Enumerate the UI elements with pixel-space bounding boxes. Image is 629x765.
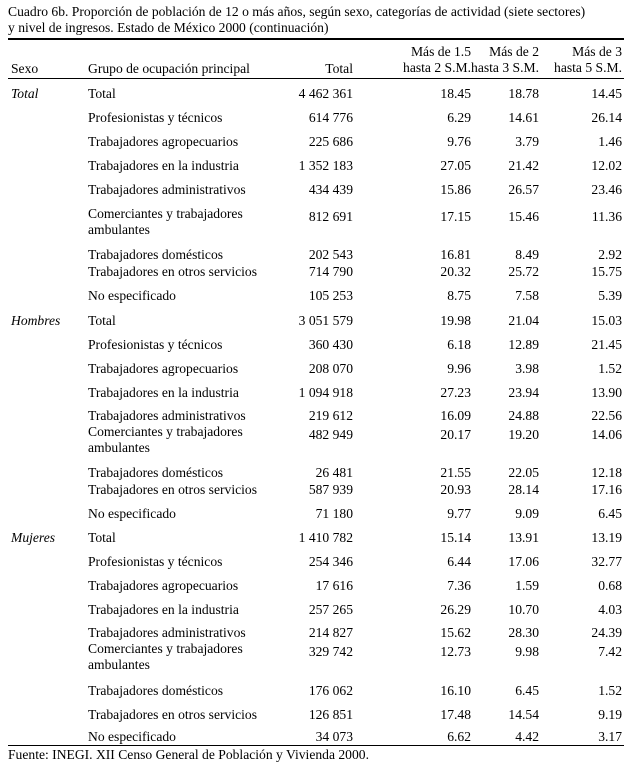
row-grupo-label: No especificado xyxy=(88,506,176,521)
row-col3-value: 1.52 xyxy=(598,361,622,376)
row-col1-value: 8.75 xyxy=(447,288,471,303)
row-grupo-label: Comerciantes y trabajadores ambulantes xyxy=(88,641,243,672)
row-col1-value: 27.05 xyxy=(440,158,471,173)
caption-line-2: y nivel de ingresos. Estado de México 2000 (continuación) xyxy=(8,19,329,35)
row-col2-value: 25.72 xyxy=(508,264,539,279)
header-col1-line1: Más de 1.5 xyxy=(410,44,471,59)
row-col3-value: 14.06 xyxy=(591,427,622,442)
row-total-value: 1 352 183 xyxy=(298,158,353,173)
row-col3-value: 14.45 xyxy=(591,86,622,101)
row-col1-value: 16.09 xyxy=(440,408,471,423)
row-col1-value: 17.48 xyxy=(440,707,471,722)
header-col2-line1: Más de 2 xyxy=(489,44,539,59)
row-col2-value: 3.98 xyxy=(515,361,539,376)
row-total-value: 254 346 xyxy=(308,554,353,569)
row-col3-value: 6.45 xyxy=(598,506,622,521)
row-col1-value: 17.15 xyxy=(440,209,471,224)
row-col1-value: 9.96 xyxy=(447,361,471,376)
row-col2-value: 15.46 xyxy=(508,209,539,224)
row-col2-value: 12.89 xyxy=(508,337,539,352)
row-total-value: 614 776 xyxy=(308,110,353,125)
row-total-value: 482 949 xyxy=(308,427,353,442)
row-col3-value: 23.46 xyxy=(591,182,622,197)
row-col1-value: 18.45 xyxy=(440,86,471,101)
table-caption xyxy=(8,4,620,35)
row-col3-value: 3.17 xyxy=(598,729,622,744)
row-total-value: 1 410 782 xyxy=(298,530,353,545)
bottom-rule xyxy=(8,745,624,746)
row-grupo-label: Profesionistas y técnicos xyxy=(88,110,223,125)
row-col3-value: 12.02 xyxy=(591,158,622,173)
row-col2-value: 23.94 xyxy=(508,385,539,400)
row-col3-value: 12.18 xyxy=(591,465,622,480)
row-total-value: 176 062 xyxy=(308,683,353,698)
row-col2-value: 7.58 xyxy=(515,288,539,303)
row-col1-value: 6.29 xyxy=(447,110,471,125)
row-col3-value: 0.68 xyxy=(598,578,622,593)
row-grupo-label: Trabajadores agropecuarios xyxy=(88,578,239,593)
row-col3-value: 13.90 xyxy=(591,385,622,400)
row-col3-value: 1.46 xyxy=(598,134,622,149)
row-col2-value: 24.88 xyxy=(508,408,539,423)
row-total-value: 26 481 xyxy=(315,465,353,480)
row-grupo-label: Trabajadores domésticos xyxy=(88,683,224,698)
row-grupo-label: Trabajadores domésticos xyxy=(88,465,224,480)
row-col1-value: 21.55 xyxy=(440,465,471,480)
row-col1-value: 16.81 xyxy=(440,247,471,262)
row-col2-value: 8.49 xyxy=(515,247,539,262)
source-note: Fuente: INEGI. XII Censo General de Población y Vivienda 2000. xyxy=(8,747,369,762)
row-col2-value: 3.79 xyxy=(515,134,539,149)
row-col1-value: 6.18 xyxy=(447,337,471,352)
row-total-value: 434 439 xyxy=(308,182,353,197)
row-col3-value: 24.39 xyxy=(591,625,622,640)
row-total-value: 202 543 xyxy=(308,247,353,262)
row-col1-value: 19.98 xyxy=(440,313,471,328)
row-total-value: 71 180 xyxy=(315,506,353,521)
row-grupo-label: Comerciantes y trabajadores ambulantes xyxy=(88,424,243,455)
row-total-value: 1 094 918 xyxy=(298,385,353,400)
header-total: Total xyxy=(325,61,353,76)
row-col2-value: 4.42 xyxy=(515,729,539,744)
row-col3-value: 26.14 xyxy=(591,110,622,125)
row-col1-value: 15.86 xyxy=(440,182,471,197)
row-col2-value: 21.42 xyxy=(508,158,539,173)
row-total-value: 105 253 xyxy=(308,288,353,303)
row-grupo-label: Trabajadores en la industria xyxy=(88,602,239,617)
row-grupo-label: Total xyxy=(88,86,116,101)
row-sexo-label: Total xyxy=(11,86,39,101)
row-col3-value: 15.75 xyxy=(591,264,622,279)
row-grupo-label: Trabajadores en la industria xyxy=(88,158,239,173)
row-col2-value: 28.30 xyxy=(508,625,539,640)
row-grupo-label: No especificado xyxy=(88,288,176,303)
row-col2-value: 14.61 xyxy=(508,110,539,125)
row-col3-value: 22.56 xyxy=(591,408,622,423)
row-col2-value: 9.98 xyxy=(515,644,539,659)
header-grupo: Grupo de ocupación principal xyxy=(88,61,250,76)
row-col1-value: 20.93 xyxy=(440,482,471,497)
row-total-value: 360 430 xyxy=(308,337,353,352)
row-total-value: 4 462 361 xyxy=(298,86,353,101)
row-total-value: 219 612 xyxy=(308,408,353,423)
row-col3-value: 21.45 xyxy=(591,337,622,352)
header-col3-line1: Más de 3 xyxy=(572,44,622,59)
header-col2-line2: hasta 3 S.M. xyxy=(471,60,539,75)
row-sexo-label: Mujeres xyxy=(11,530,56,545)
row-col2-value: 18.78 xyxy=(508,86,539,101)
row-total-value: 3 051 579 xyxy=(298,313,353,328)
row-col2-value: 26.57 xyxy=(508,182,539,197)
row-grupo-label: Total xyxy=(88,313,116,328)
row-col1-value: 12.73 xyxy=(440,644,471,659)
row-col2-value: 19.20 xyxy=(508,427,539,442)
row-grupo-label: Trabajadores en otros servicios xyxy=(88,264,258,279)
row-col1-value: 20.17 xyxy=(440,427,471,442)
row-col2-value: 22.05 xyxy=(508,465,539,480)
row-total-value: 587 939 xyxy=(308,482,353,497)
row-grupo-label: Trabajadores administrativos xyxy=(88,625,246,640)
row-grupo-label: Trabajadores agropecuarios xyxy=(88,361,239,376)
caption-line-1: Cuadro 6b. Proporción de población de 12 o más años, según sexo, categorías de actividad (siete sectores) xyxy=(8,4,586,19)
row-grupo-label: Trabajadores en otros servicios xyxy=(88,482,258,497)
row-grupo-label: Trabajadores administrativos xyxy=(88,408,246,423)
header-col1-line2: hasta 2 S.M. xyxy=(403,60,471,75)
row-col3-value: 13.19 xyxy=(591,530,622,545)
row-total-value: 714 790 xyxy=(308,264,353,279)
row-grupo-label: Trabajadores administrativos xyxy=(88,182,246,197)
row-col3-value: 7.42 xyxy=(598,644,622,659)
row-col1-value: 6.62 xyxy=(447,729,471,744)
row-col3-value: 15.03 xyxy=(591,313,622,328)
row-grupo-label: No especificado xyxy=(88,729,176,744)
top-rule xyxy=(8,38,624,40)
row-col1-value: 27.23 xyxy=(440,385,471,400)
row-grupo-label: Trabajadores en la industria xyxy=(88,385,239,400)
row-col1-value: 20.32 xyxy=(440,264,471,279)
row-total-value: 225 686 xyxy=(308,134,353,149)
row-col1-value: 9.76 xyxy=(447,134,471,149)
row-col2-value: 6.45 xyxy=(515,683,539,698)
row-col3-value: 17.16 xyxy=(591,482,622,497)
row-col2-value: 9.09 xyxy=(515,506,539,521)
row-col3-value: 1.52 xyxy=(598,683,622,698)
row-col1-value: 6.44 xyxy=(447,554,471,569)
row-grupo-label: Trabajadores agropecuarios xyxy=(88,134,239,149)
row-col1-value: 16.10 xyxy=(440,683,471,698)
row-sexo-label: Hombres xyxy=(11,313,61,328)
row-total-value: 329 742 xyxy=(308,644,353,659)
header-sexo: Sexo xyxy=(11,61,39,76)
row-col3-value: 32.77 xyxy=(591,554,622,569)
row-total-value: 214 827 xyxy=(308,625,353,640)
row-total-value: 126 851 xyxy=(308,707,353,722)
row-total-value: 208 070 xyxy=(308,361,353,376)
row-col2-value: 1.59 xyxy=(515,578,539,593)
row-col1-value: 9.77 xyxy=(447,506,471,521)
row-grupo-label: Trabajadores domésticos xyxy=(88,247,224,262)
row-col1-value: 15.62 xyxy=(440,625,471,640)
row-col2-value: 10.70 xyxy=(508,602,539,617)
row-col2-value: 21.04 xyxy=(508,313,539,328)
header-col3-line2: hasta 5 S.M. xyxy=(554,60,622,75)
row-col2-value: 14.54 xyxy=(508,707,539,722)
row-grupo-label: Comerciantes y trabajadores ambulantes xyxy=(88,206,243,237)
row-grupo-label: Trabajadores en otros servicios xyxy=(88,707,258,722)
row-total-value: 34 073 xyxy=(315,729,353,744)
row-col3-value: 4.03 xyxy=(598,602,622,617)
row-col3-value: 2.92 xyxy=(598,247,622,262)
row-col2-value: 17.06 xyxy=(508,554,539,569)
row-col1-value: 26.29 xyxy=(440,602,471,617)
row-total-value: 812 691 xyxy=(308,209,353,224)
row-col2-value: 28.14 xyxy=(508,482,539,497)
row-col1-value: 7.36 xyxy=(447,578,471,593)
row-col2-value: 13.91 xyxy=(508,530,539,545)
row-grupo-label: Profesionistas y técnicos xyxy=(88,337,223,352)
row-grupo-label: Total xyxy=(88,530,116,545)
row-col3-value: 5.39 xyxy=(598,288,622,303)
row-col3-value: 9.19 xyxy=(598,707,622,722)
row-col1-value: 15.14 xyxy=(440,530,471,545)
row-col3-value: 11.36 xyxy=(591,209,622,224)
row-total-value: 257 265 xyxy=(308,602,353,617)
row-grupo-label: Profesionistas y técnicos xyxy=(88,554,223,569)
row-total-value: 17 616 xyxy=(315,578,353,593)
header-rule xyxy=(8,78,624,79)
